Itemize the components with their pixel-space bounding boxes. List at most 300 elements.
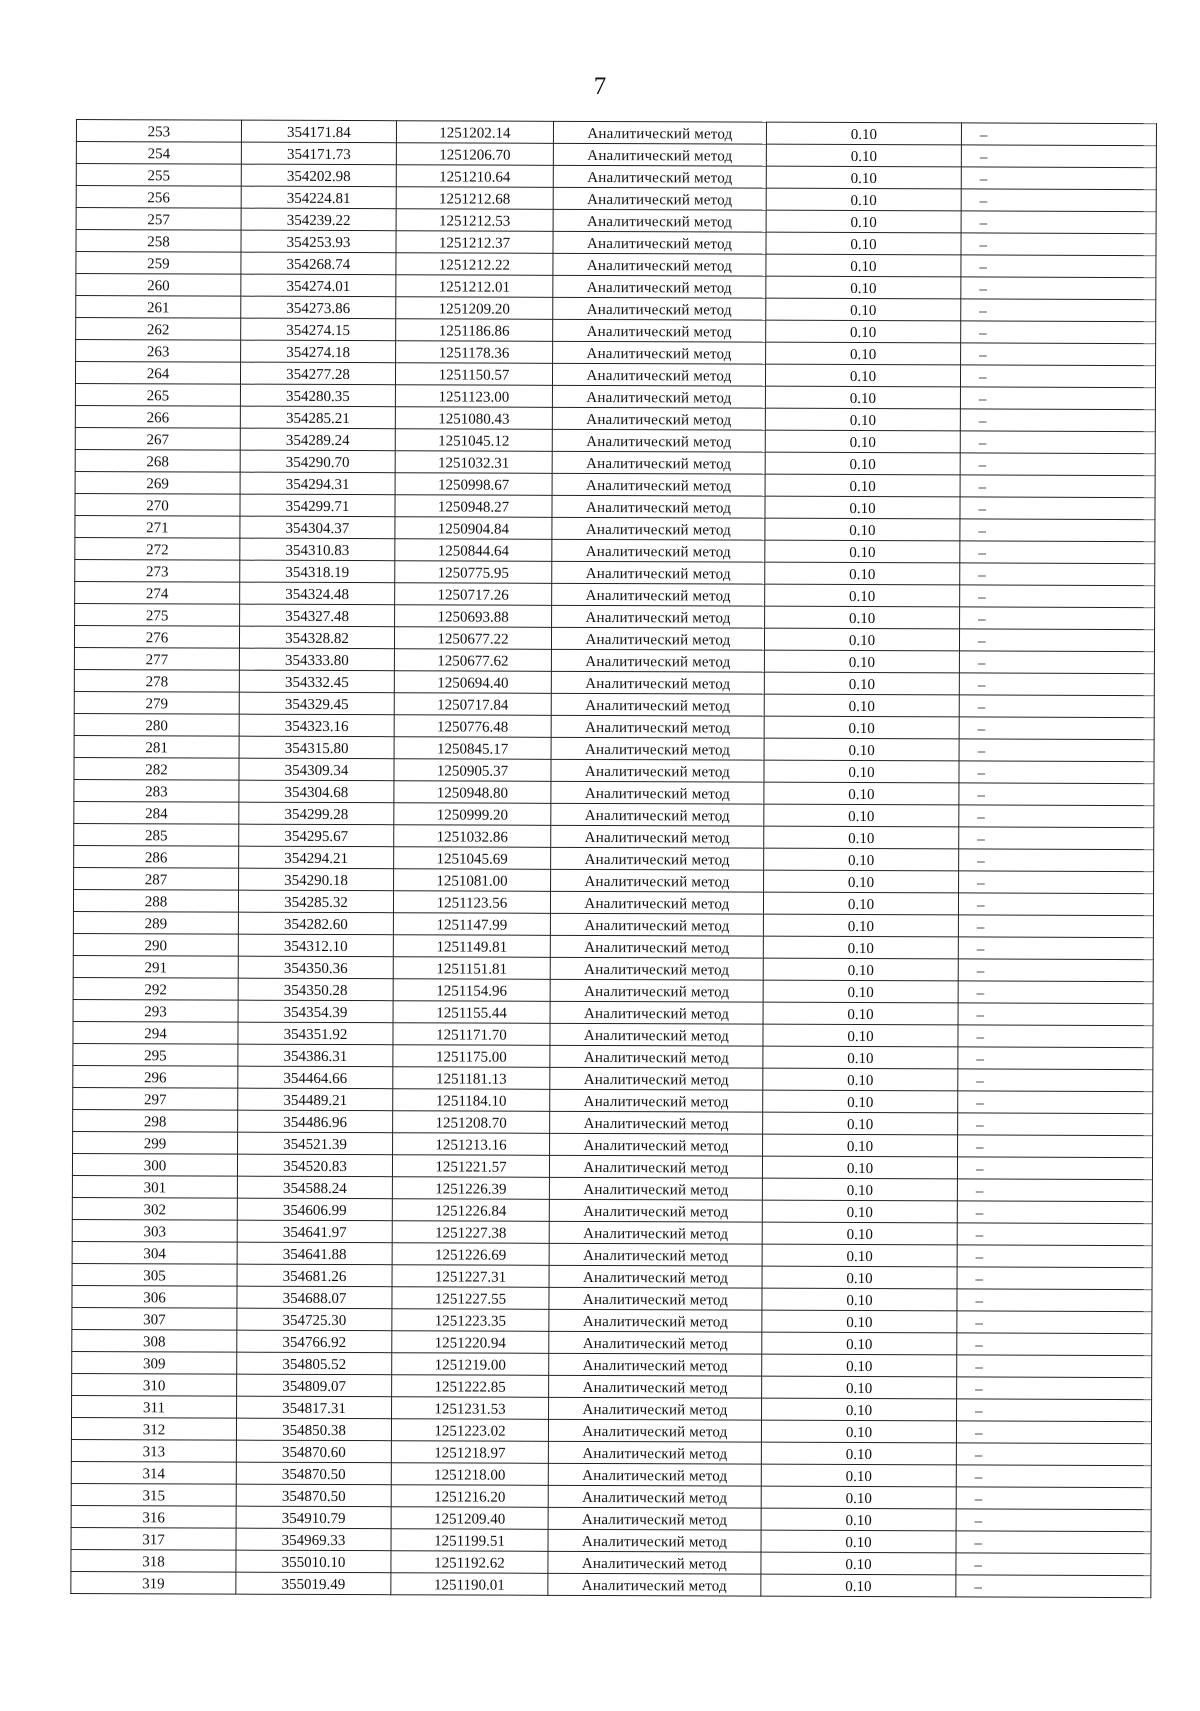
x-coordinate-cell: 354969.33 — [236, 1528, 391, 1551]
point-number-cell: 288 — [73, 889, 238, 912]
x-coordinate-cell: 354805.52 — [237, 1352, 392, 1375]
point-number-cell: 297 — [73, 1087, 238, 1110]
x-coordinate-cell: 354273.86 — [241, 296, 396, 319]
accuracy-cell: 0.10 — [762, 1310, 957, 1333]
y-coordinate-cell: 1251212.37 — [396, 231, 553, 254]
accuracy-cell: 0.10 — [763, 958, 958, 981]
method-cell: Аналитический метод — [550, 1001, 763, 1024]
accuracy-cell: 0.10 — [764, 738, 959, 761]
point-number-cell: 279 — [74, 691, 239, 714]
y-coordinate-cell: 1251227.31 — [392, 1265, 549, 1288]
method-cell: Аналитический метод — [551, 759, 764, 782]
method-cell: Аналитический метод — [548, 1485, 761, 1508]
x-coordinate-cell: 354318.19 — [240, 560, 395, 583]
method-cell: Аналитический метод — [552, 407, 765, 430]
note-cell: – — [958, 981, 1153, 1004]
x-coordinate-cell: 354333.80 — [239, 648, 394, 671]
y-coordinate-cell: 1250677.22 — [394, 627, 551, 650]
y-coordinate-cell: 1251219.00 — [392, 1353, 549, 1376]
y-coordinate-cell: 1251171.70 — [393, 1023, 550, 1046]
x-coordinate-cell: 354766.92 — [237, 1330, 392, 1353]
note-cell: – — [959, 695, 1154, 718]
y-coordinate-cell: 1251080.43 — [395, 407, 552, 430]
point-number-cell: 258 — [76, 230, 241, 253]
x-coordinate-cell: 354351.92 — [238, 1022, 393, 1045]
point-number-cell: 310 — [72, 1373, 237, 1396]
page-number: 7 — [593, 73, 607, 100]
accuracy-cell: 0.10 — [765, 540, 960, 563]
point-number-cell: 264 — [75, 362, 240, 385]
x-coordinate-cell: 354329.45 — [239, 692, 394, 715]
note-cell: – — [959, 717, 1154, 740]
note-cell: – — [959, 871, 1154, 894]
y-coordinate-cell: 1251154.96 — [393, 979, 550, 1002]
accuracy-cell: 0.10 — [762, 1376, 957, 1399]
x-coordinate-cell: 354310.83 — [240, 538, 395, 561]
accuracy-cell: 0.10 — [762, 1354, 957, 1377]
y-coordinate-cell: 1250717.84 — [394, 693, 551, 716]
method-cell: Аналитический метод — [551, 715, 764, 738]
note-cell: – — [957, 1333, 1152, 1356]
x-coordinate-cell: 354171.73 — [241, 142, 396, 165]
point-number-cell: 294 — [73, 1021, 238, 1044]
accuracy-cell: 0.10 — [762, 1200, 957, 1223]
method-cell: Аналитический метод — [553, 231, 766, 254]
method-cell: Аналитический метод — [548, 1419, 761, 1442]
method-cell: Аналитический метод — [552, 605, 765, 628]
x-coordinate-cell: 354285.32 — [238, 890, 393, 913]
point-number-cell: 270 — [75, 493, 240, 516]
note-cell: – — [960, 365, 1155, 388]
x-coordinate-cell: 354521.39 — [238, 1132, 393, 1155]
point-number-cell: 257 — [76, 208, 241, 231]
accuracy-cell: 0.10 — [764, 672, 959, 695]
note-cell: – — [959, 651, 1154, 674]
y-coordinate-cell: 1251175.00 — [393, 1045, 550, 1068]
coordinates-table-body — [71, 120, 1157, 1598]
x-coordinate-cell: 354304.37 — [240, 516, 395, 539]
note-cell: – — [961, 343, 1156, 366]
method-cell: Аналитический метод — [550, 1133, 763, 1156]
method-cell: Аналитический метод — [552, 517, 765, 540]
point-number-cell: 292 — [73, 977, 238, 1000]
point-number-cell: 272 — [75, 537, 240, 560]
accuracy-cell: 0.10 — [762, 1156, 957, 1179]
accuracy-cell: 0.10 — [763, 1134, 958, 1157]
point-number-cell: 315 — [71, 1483, 236, 1506]
x-coordinate-cell: 354486.96 — [238, 1110, 393, 1133]
point-number-cell: 303 — [72, 1219, 237, 1242]
note-cell: – — [958, 1069, 1153, 1092]
y-coordinate-cell: 1251202.14 — [396, 121, 553, 144]
accuracy-cell: 0.10 — [762, 1178, 957, 1201]
method-cell: Аналитический метод — [549, 1309, 762, 1332]
accuracy-cell: 0.10 — [764, 826, 959, 849]
y-coordinate-cell: 1250776.48 — [394, 715, 551, 738]
accuracy-cell: 0.10 — [765, 584, 960, 607]
note-cell: – — [960, 497, 1155, 520]
x-coordinate-cell: 354386.31 — [238, 1044, 393, 1067]
accuracy-cell: 0.10 — [765, 452, 960, 475]
point-number-cell: 280 — [74, 713, 239, 736]
note-cell: – — [958, 1047, 1153, 1070]
accuracy-cell: 0.10 — [766, 188, 961, 211]
note-cell: – — [960, 541, 1155, 564]
x-coordinate-cell: 354299.28 — [239, 802, 394, 825]
x-coordinate-cell: 354354.39 — [238, 1000, 393, 1023]
method-cell: Аналитический метод — [550, 1067, 763, 1090]
accuracy-cell: 0.10 — [762, 1266, 957, 1289]
y-coordinate-cell: 1251212.68 — [396, 187, 553, 210]
method-cell: Аналитический метод — [551, 649, 764, 672]
y-coordinate-cell: 1250905.37 — [394, 759, 551, 782]
x-coordinate-cell: 354304.68 — [239, 780, 394, 803]
y-coordinate-cell: 1251199.51 — [391, 1529, 548, 1552]
x-coordinate-cell: 354688.07 — [237, 1286, 392, 1309]
y-coordinate-cell: 1250693.88 — [395, 605, 552, 628]
point-number-cell: 301 — [72, 1175, 237, 1198]
point-number-cell: 305 — [72, 1263, 237, 1286]
accuracy-cell: 0.10 — [766, 210, 961, 233]
method-cell: Аналитический метод — [552, 539, 765, 562]
note-cell: – — [958, 937, 1153, 960]
y-coordinate-cell: 1251212.22 — [396, 253, 553, 276]
accuracy-cell: 0.10 — [761, 1464, 956, 1487]
point-number-cell: 269 — [75, 471, 240, 494]
x-coordinate-cell: 354277.28 — [240, 362, 395, 385]
point-number-cell: 308 — [72, 1329, 237, 1352]
x-coordinate-cell: 354817.31 — [237, 1396, 392, 1419]
point-number-cell: 304 — [72, 1241, 237, 1264]
y-coordinate-cell: 1251210.64 — [396, 165, 553, 188]
method-cell: Аналитический метод — [549, 1397, 762, 1420]
y-coordinate-cell: 1251186.86 — [396, 319, 553, 342]
accuracy-cell: 0.10 — [762, 1288, 957, 1311]
point-number-cell: 293 — [73, 999, 238, 1022]
x-coordinate-cell: 354350.36 — [238, 956, 393, 979]
x-coordinate-cell: 354294.21 — [239, 846, 394, 869]
y-coordinate-cell: 1250844.64 — [395, 539, 552, 562]
y-coordinate-cell: 1251223.35 — [392, 1309, 549, 1332]
point-number-cell: 273 — [75, 559, 240, 582]
note-cell: – — [958, 1025, 1153, 1048]
y-coordinate-cell: 1250904.84 — [395, 517, 552, 540]
note-cell: – — [960, 519, 1155, 542]
point-number-cell: 289 — [73, 911, 238, 934]
y-coordinate-cell: 1251150.57 — [395, 363, 552, 386]
method-cell: Аналитический метод — [551, 627, 764, 650]
table-row — [71, 1571, 1151, 1597]
method-cell: Аналитический метод — [553, 165, 766, 188]
note-cell: – — [956, 1531, 1151, 1554]
x-coordinate-cell: 354280.35 — [240, 384, 395, 407]
y-coordinate-cell: 1251220.94 — [392, 1331, 549, 1354]
point-number-cell: 274 — [75, 581, 240, 604]
note-cell: – — [956, 1553, 1151, 1576]
y-coordinate-cell: 1251216.20 — [391, 1485, 548, 1508]
y-coordinate-cell: 1250845.17 — [394, 737, 551, 760]
x-coordinate-cell: 354606.99 — [237, 1198, 392, 1221]
y-coordinate-cell: 1251190.01 — [391, 1573, 548, 1596]
note-cell: – — [957, 1289, 1152, 1312]
note-cell: – — [960, 563, 1155, 586]
point-number-cell: 306 — [72, 1285, 237, 1308]
method-cell: Аналитический метод — [553, 121, 766, 144]
note-cell: – — [957, 1157, 1152, 1180]
accuracy-cell: 0.10 — [765, 496, 960, 519]
x-coordinate-cell: 354282.60 — [238, 912, 393, 935]
accuracy-cell: 0.10 — [765, 562, 960, 585]
point-number-cell: 276 — [74, 625, 239, 648]
accuracy-cell: 0.10 — [763, 1002, 958, 1025]
method-cell: Аналитический метод — [550, 913, 763, 936]
accuracy-cell: 0.10 — [765, 518, 960, 541]
method-cell: Аналитический метод — [553, 297, 766, 320]
note-cell: – — [959, 629, 1154, 652]
x-coordinate-cell: 354850.38 — [236, 1418, 391, 1441]
method-cell: Аналитический метод — [549, 1353, 762, 1376]
note-cell: – — [961, 145, 1156, 168]
method-cell: Аналитический метод — [552, 385, 765, 408]
note-cell: – — [961, 123, 1156, 146]
point-number-cell: 265 — [75, 383, 240, 406]
y-coordinate-cell: 1251045.12 — [395, 429, 552, 452]
accuracy-cell: 0.10 — [762, 1398, 957, 1421]
method-cell: Аналитический метод — [550, 1023, 763, 1046]
point-number-cell: 255 — [76, 164, 241, 187]
y-coordinate-cell: 1251212.01 — [396, 275, 553, 298]
note-cell: – — [956, 1421, 1151, 1444]
note-cell: – — [958, 959, 1153, 982]
method-cell: Аналитический метод — [551, 737, 764, 760]
accuracy-cell: 0.10 — [765, 430, 960, 453]
point-number-cell: 268 — [75, 449, 240, 472]
method-cell: Аналитический метод — [553, 341, 766, 364]
x-coordinate-cell: 354327.48 — [240, 604, 395, 627]
x-coordinate-cell: 354294.31 — [240, 472, 395, 495]
point-number-cell: 259 — [76, 252, 241, 275]
point-number-cell: 290 — [73, 933, 238, 956]
y-coordinate-cell: 1250948.80 — [394, 781, 551, 804]
note-cell: – — [957, 1377, 1152, 1400]
note-cell: – — [961, 321, 1156, 344]
method-cell: Аналитический метод — [548, 1507, 761, 1530]
accuracy-cell: 0.10 — [762, 1244, 957, 1267]
x-coordinate-cell: 354350.28 — [238, 978, 393, 1001]
note-cell: – — [960, 585, 1155, 608]
y-coordinate-cell: 1250775.95 — [395, 561, 552, 584]
y-coordinate-cell: 1251231.53 — [392, 1397, 549, 1420]
method-cell: Аналитический метод — [553, 253, 766, 276]
accuracy-cell: 0.10 — [763, 980, 958, 1003]
point-number-cell: 271 — [75, 515, 240, 538]
method-cell: Аналитический метод — [551, 671, 764, 694]
point-number-cell: 256 — [76, 186, 241, 209]
method-cell: Аналитический метод — [549, 1287, 762, 1310]
x-coordinate-cell: 354202.98 — [241, 164, 396, 187]
point-number-cell: 309 — [72, 1351, 237, 1374]
point-number-cell: 267 — [75, 427, 240, 450]
note-cell: – — [957, 1223, 1152, 1246]
x-coordinate-cell: 354274.15 — [241, 318, 396, 341]
method-cell: Аналитический метод — [548, 1529, 761, 1552]
y-coordinate-cell: 1251227.38 — [392, 1221, 549, 1244]
y-coordinate-cell: 1251226.84 — [392, 1199, 549, 1222]
y-coordinate-cell: 1251218.00 — [391, 1463, 548, 1486]
method-cell: Аналитический метод — [552, 451, 765, 474]
point-number-cell: 263 — [76, 340, 241, 363]
method-cell: Аналитический метод — [549, 1375, 762, 1398]
x-coordinate-cell: 354324.48 — [240, 582, 395, 605]
method-cell: Аналитический метод — [550, 935, 763, 958]
x-coordinate-cell: 354315.80 — [239, 736, 394, 759]
accuracy-cell: 0.10 — [766, 144, 961, 167]
x-coordinate-cell: 354464.66 — [238, 1066, 393, 1089]
y-coordinate-cell: 1251223.02 — [391, 1419, 548, 1442]
point-number-cell: 253 — [76, 120, 241, 143]
note-cell: – — [961, 211, 1156, 234]
y-coordinate-cell: 1250717.26 — [395, 583, 552, 606]
accuracy-cell: 0.10 — [765, 408, 960, 431]
y-coordinate-cell: 1251212.53 — [396, 209, 553, 232]
y-coordinate-cell: 1250948.27 — [395, 495, 552, 518]
accuracy-cell: 0.10 — [766, 320, 961, 343]
x-coordinate-cell: 354239.22 — [241, 208, 396, 231]
x-coordinate-cell: 354171.84 — [241, 120, 396, 143]
y-coordinate-cell: 1251209.20 — [396, 297, 553, 320]
method-cell: Аналитический метод — [550, 1045, 763, 1068]
note-cell: – — [958, 1113, 1153, 1136]
note-cell: – — [960, 431, 1155, 454]
accuracy-cell: 0.10 — [764, 870, 959, 893]
note-cell: – — [956, 1509, 1151, 1532]
x-coordinate-cell: 355019.49 — [236, 1572, 391, 1595]
note-cell: – — [958, 1135, 1153, 1158]
note-cell: – — [961, 167, 1156, 190]
y-coordinate-cell: 1251123.56 — [393, 891, 550, 914]
note-cell: – — [959, 849, 1154, 872]
note-cell: – — [957, 1245, 1152, 1268]
x-coordinate-cell: 354641.97 — [237, 1220, 392, 1243]
note-cell: – — [956, 1575, 1151, 1598]
note-cell: – — [959, 673, 1154, 696]
y-coordinate-cell: 1250999.20 — [394, 803, 551, 826]
note-cell: – — [960, 453, 1155, 476]
method-cell: Аналитический метод — [549, 1177, 762, 1200]
note-cell: – — [958, 1003, 1153, 1026]
note-cell: – — [960, 607, 1155, 630]
x-coordinate-cell: 354290.70 — [240, 450, 395, 473]
x-coordinate-cell: 354489.21 — [238, 1088, 393, 1111]
accuracy-cell: 0.10 — [766, 342, 961, 365]
method-cell: Аналитический метод — [553, 187, 766, 210]
method-cell: Аналитический метод — [551, 803, 764, 826]
accuracy-cell: 0.10 — [763, 892, 958, 915]
method-cell: Аналитический метод — [553, 275, 766, 298]
method-cell: Аналитический метод — [551, 825, 764, 848]
accuracy-cell: 0.10 — [764, 760, 959, 783]
point-number-cell: 281 — [74, 735, 239, 758]
y-coordinate-cell: 1251206.70 — [396, 143, 553, 166]
x-coordinate-cell: 354295.67 — [239, 824, 394, 847]
point-number-cell: 261 — [76, 296, 241, 319]
note-cell: – — [958, 915, 1153, 938]
y-coordinate-cell: 1251149.81 — [393, 935, 550, 958]
point-number-cell: 284 — [74, 801, 239, 824]
x-coordinate-cell: 354870.50 — [236, 1462, 391, 1485]
x-coordinate-cell: 354870.50 — [236, 1484, 391, 1507]
method-cell: Аналитический метод — [552, 429, 765, 452]
coordinates-table — [70, 119, 1157, 1598]
method-cell: Аналитический метод — [550, 957, 763, 980]
note-cell: – — [959, 761, 1154, 784]
y-coordinate-cell: 1251209.40 — [391, 1507, 548, 1530]
method-cell: Аналитический метод — [552, 363, 765, 386]
method-cell: Аналитический метод — [548, 1463, 761, 1486]
x-coordinate-cell: 354274.18 — [241, 340, 396, 363]
note-cell: – — [959, 805, 1154, 828]
y-coordinate-cell: 1251123.00 — [395, 385, 552, 408]
x-coordinate-cell: 354332.45 — [239, 670, 394, 693]
note-cell: – — [956, 1443, 1151, 1466]
accuracy-cell: 0.10 — [763, 914, 958, 937]
note-cell: – — [956, 1487, 1151, 1510]
note-cell: – — [959, 739, 1154, 762]
note-cell: – — [958, 1091, 1153, 1114]
method-cell: Аналитический метод — [549, 1199, 762, 1222]
accuracy-cell: 0.10 — [761, 1442, 956, 1465]
x-coordinate-cell: 354309.34 — [239, 758, 394, 781]
method-cell: Аналитический метод — [548, 1441, 761, 1464]
y-coordinate-cell: 1251032.31 — [395, 451, 552, 474]
accuracy-cell: 0.10 — [763, 1068, 958, 1091]
accuracy-cell: 0.10 — [766, 122, 961, 145]
x-coordinate-cell: 354641.88 — [237, 1242, 392, 1265]
accuracy-cell: 0.10 — [765, 474, 960, 497]
point-number-cell: 291 — [73, 955, 238, 978]
accuracy-cell: 0.10 — [765, 386, 960, 409]
y-coordinate-cell: 1251147.99 — [393, 913, 550, 936]
accuracy-cell: 0.10 — [764, 804, 959, 827]
accuracy-cell: 0.10 — [761, 1552, 956, 1575]
y-coordinate-cell: 1251184.10 — [393, 1089, 550, 1112]
method-cell: Аналитический метод — [551, 847, 764, 870]
accuracy-cell: 0.10 — [761, 1530, 956, 1553]
y-coordinate-cell: 1250694.40 — [394, 671, 551, 694]
method-cell: Аналитический метод — [548, 1551, 761, 1574]
x-coordinate-cell: 354268.74 — [241, 252, 396, 275]
x-coordinate-cell: 354224.81 — [241, 186, 396, 209]
x-coordinate-cell: 354681.26 — [237, 1264, 392, 1287]
accuracy-cell: 0.10 — [766, 232, 961, 255]
method-cell: Аналитический метод — [548, 1573, 761, 1596]
note-cell: – — [961, 277, 1156, 300]
method-cell: Аналитический метод — [549, 1155, 762, 1178]
point-number-cell: 285 — [74, 823, 239, 846]
note-cell: – — [961, 189, 1156, 212]
note-cell: – — [959, 783, 1154, 806]
note-cell: – — [958, 893, 1153, 916]
x-coordinate-cell: 354588.24 — [237, 1176, 392, 1199]
point-number-cell: 312 — [71, 1417, 236, 1440]
y-coordinate-cell: 1251226.69 — [392, 1243, 549, 1266]
point-number-cell: 260 — [76, 274, 241, 297]
note-cell: – — [960, 387, 1155, 410]
x-coordinate-cell: 354290.18 — [239, 868, 394, 891]
x-coordinate-cell: 354910.79 — [236, 1506, 391, 1529]
accuracy-cell: 0.10 — [763, 1112, 958, 1135]
method-cell: Аналитический метод — [551, 693, 764, 716]
